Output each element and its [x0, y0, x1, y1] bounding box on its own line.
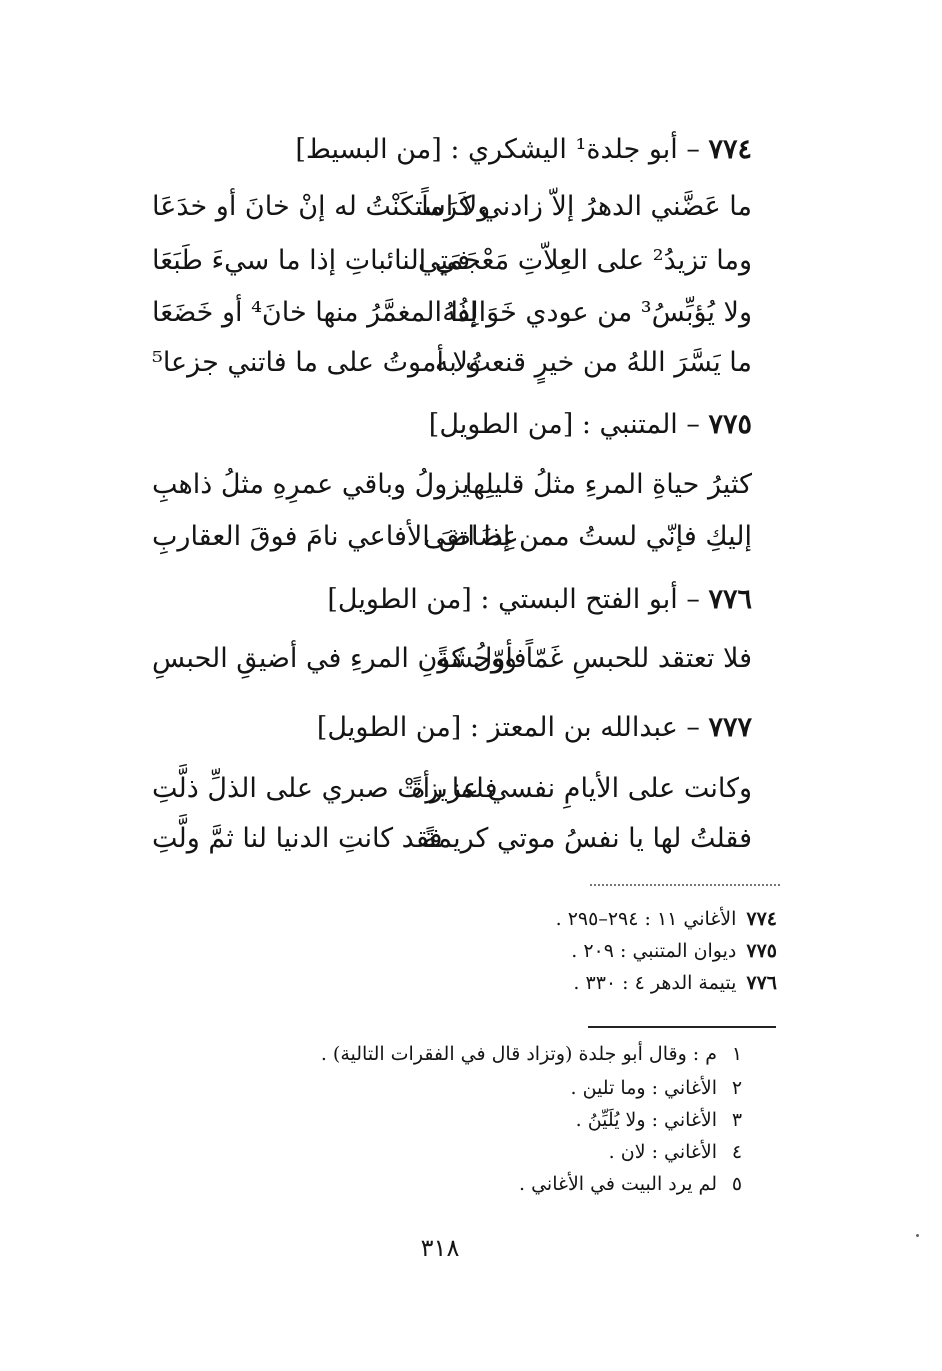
second-hemistich: في النائباتِ إذا ما سيءَ طَبَعَا — [152, 245, 471, 276]
scan-speck — [916, 1234, 919, 1237]
verse-line — [152, 766, 752, 812]
footnote-index: ٣ — [731, 1109, 743, 1131]
source-number: ٧٧٥ — [746, 940, 777, 962]
footnote-text: لم يرد البيت في الأغاني . — [519, 1173, 717, 1195]
first-hemistich: فلا تعتقد للحبسِ غَمّاً ووحشَةً — [435, 643, 752, 674]
footnote — [257, 1038, 757, 1070]
footnote-text: الأغاني : وما تلين . — [570, 1077, 717, 1099]
poem-header — [152, 130, 752, 170]
verse-line — [152, 340, 752, 386]
poem-number: ٧٧٥ — [708, 409, 752, 440]
first-hemistich: وما تزيدُ² على العِلاّتِ مَعْجَمَتِي — [417, 245, 752, 276]
footnote-index: ٢ — [731, 1077, 743, 1099]
verse-line — [152, 462, 752, 508]
second-hemistich: إذا المغمَّرُ منها خانَ⁴ أو خَضَعَا — [152, 297, 478, 328]
first-hemistich: إليكِ فإنّي لستُ ممن إذا اتقى — [423, 521, 752, 552]
footnote-index: ١ — [731, 1043, 743, 1065]
first-hemistich: ما يَسَّرَ اللهُ من خيرٍ قنعتُ به — [434, 347, 752, 378]
verse-line — [152, 184, 752, 230]
footnote-index: ٤ — [731, 1141, 743, 1163]
poem-attribution: – أبو جلدة¹ اليشكري : [من البسيط] — [295, 134, 700, 165]
source-text: الأغاني ١١ : ٢٩٤–٢٩٥ . — [555, 908, 737, 930]
footnote — [257, 1168, 757, 1200]
poem-attribution: – عبدالله بن المعتز : [من الطويل] — [316, 712, 700, 743]
poem-number: ٧٧٦ — [708, 584, 752, 615]
footnote-text: الأغاني : لان . — [608, 1141, 717, 1163]
second-hemistich: يزولُ وباقي عمرِهِ مثلُ ذاهبِ — [152, 469, 470, 500]
source-reference — [357, 904, 777, 934]
poem-attribution: – المتنبي : [من الطويل] — [428, 409, 700, 440]
second-hemistich: فأوّلُ كونِ المرءِ في أضيقِ الحبسِ — [152, 643, 527, 674]
poem-attribution: – أبو الفتح البستي : [من الطويل] — [327, 584, 700, 615]
footnote — [257, 1136, 757, 1168]
poem-number: ٧٧٧ — [708, 712, 752, 743]
second-hemistich: فلما رأتْ صبري على الذلِّ ذلَّتِ — [152, 773, 498, 804]
second-hemistich: عِضَاضَ الأفاعي نامَ فوقَ العقاربِ — [152, 521, 519, 552]
poem-number: ٧٧٤ — [708, 134, 752, 165]
dotted-separator — [590, 884, 780, 886]
footnote — [257, 1104, 757, 1136]
second-hemistich: ولا استكَنْتُ له إنْ خانَ أو خدَعَا — [152, 191, 491, 222]
verse-line — [152, 290, 752, 336]
second-hemistich: ولا أموتُ على ما فاتني جزعا⁵ — [152, 347, 481, 378]
poem-header — [152, 405, 752, 445]
first-hemistich: ولا يُؤبِّسُ³ من عودي خَوَالِفُهُ — [442, 297, 752, 328]
footnote-text: م : وقال أبو جلدة (وتزاد قال في الفقرات التالية) . — [320, 1043, 717, 1065]
page-number: ٣١٨ — [420, 1234, 460, 1262]
source-text: يتيمة الدهر ٤ : ٣٣٠ . — [573, 972, 737, 994]
footnote-index: ٥ — [731, 1173, 743, 1195]
footnote — [257, 1072, 757, 1104]
footnote-text: الأغاني : ولا يُلَيِّنُ . — [575, 1109, 717, 1131]
first-hemistich: فقلتُ لها يا نفسُ موتي كريمةً — [423, 823, 752, 854]
verse-line — [152, 636, 752, 682]
poem-header — [152, 580, 752, 620]
source-number: ٧٧٦ — [746, 972, 777, 994]
source-number: ٧٧٤ — [746, 908, 777, 930]
first-hemistich: ما عَضَّني الدهرُ إلاّ زادني كَرَماً — [421, 191, 752, 222]
second-hemistich: فقد كانتِ الدنيا لنا ثمَّ ولَّتِ — [152, 823, 443, 854]
first-hemistich: وكانت على الأيامِ نفسي عزيزةً — [411, 773, 752, 804]
verse-line — [152, 514, 752, 560]
source-text: ديوان المتنبي : ٢٠٩ . — [571, 940, 737, 962]
footnote-rule — [588, 1026, 776, 1028]
source-reference — [357, 936, 777, 966]
first-hemistich: كثيرُ حياةِ المرءِ مثلُ قليلِها — [464, 469, 752, 500]
poem-header — [152, 708, 752, 748]
verse-line — [152, 238, 752, 284]
verse-line — [152, 816, 752, 862]
source-reference — [357, 968, 777, 998]
